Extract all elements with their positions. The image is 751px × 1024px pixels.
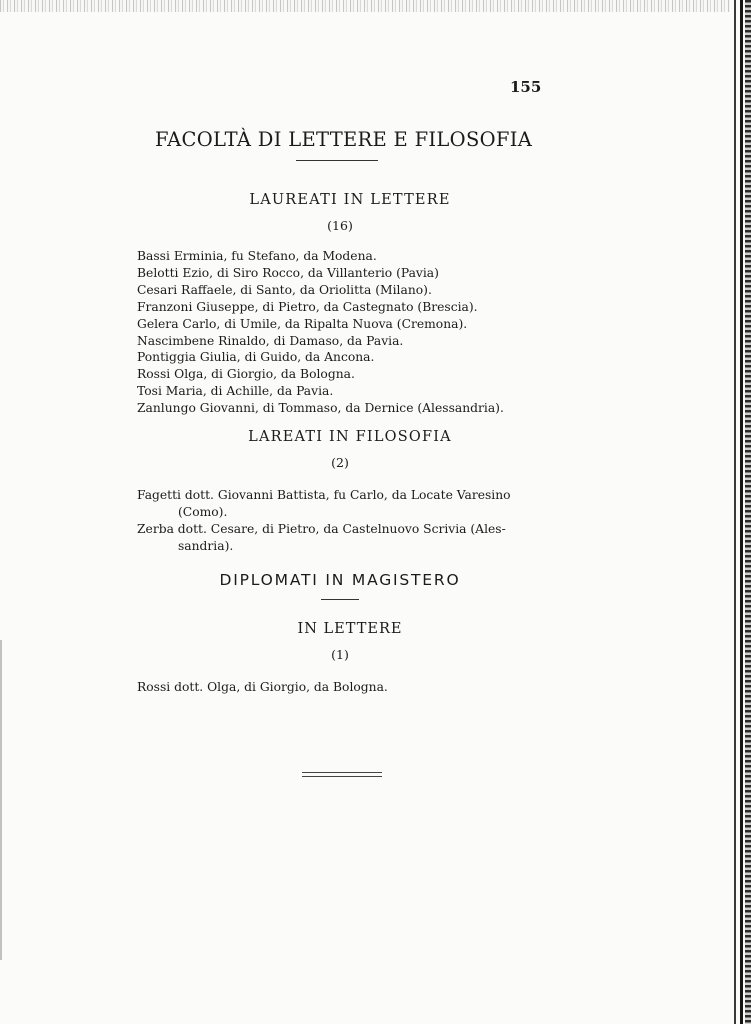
page-title: FACOLTÀ DI LETTERE E FILOSOFIA [155,128,533,151]
diploma-list [137,679,388,696]
list-item: Cesari Raffaele, di Santo, da Oriolitta (Milano). [137,282,432,297]
section-count-filosofia: (2) [331,455,349,470]
list-item-continuation: (Como). [178,504,228,519]
list-item-continuation: sandria). [178,538,234,553]
list-item: Pontiggia Giulia, di Guido, da Ancona. [137,350,375,365]
graduate-list-filosofia [137,487,511,555]
scan-top-edge [0,0,730,12]
list-item: Bassi Erminia, fu Stefano, da Modena. [137,249,377,263]
section-count-lettere: (16) [327,218,353,233]
section-heading-lettere: LAUREATI IN LETTERE [249,192,451,208]
list-item: Belotti Ezio, di Siro Rocco, da Villanterio (Pavia) [137,265,439,280]
section-heading-filosofia: LAREATI IN FILOSOFIA [248,429,452,445]
list-item: Nascimbene Rinaldo, di Damaso, da Pavia. [137,333,404,348]
list-item: Zerba dott. Cesare, di Pietro, da Castelnuovo Scrivia (Ales- [137,521,506,536]
scan-left-edge [0,640,2,960]
graduate-list-lettere [137,248,504,417]
end-double-rule [302,772,382,777]
subsection-count: (1) [331,647,349,662]
list-item: Fagetti dott. Giovanni Battista, fu Carlo, da Locate Varesino [137,488,511,502]
subsection-heading-in-lettere: IN LETTERE [297,621,403,637]
book-page-stack [745,0,751,1024]
list-item: Rossi Olga, di Giorgio, da Bologna. [137,367,355,382]
list-item: Tosi Maria, di Achille, da Pavia. [137,384,334,399]
title-rule [296,160,378,161]
book-spine-edge [734,0,736,1024]
book-spine-edge-dark [740,0,743,1024]
magistero-rule [321,599,359,600]
page-number: 155 [510,78,542,96]
section-heading-magistero: DIPLOMATI IN MAGISTERO [219,571,461,589]
list-item: Franzoni Giuseppe, di Pietro, da Castegnato (Brescia). [137,299,478,314]
list-item: Rossi dott. Olga, di Giorgio, da Bologna. [137,680,388,694]
list-item: Gelera Carlo, di Umile, da Ripalta Nuova (Cremona). [137,316,468,331]
list-item: Zanlungo Giovanni, di Tommaso, da Dernice (Alessandria). [137,401,504,416]
